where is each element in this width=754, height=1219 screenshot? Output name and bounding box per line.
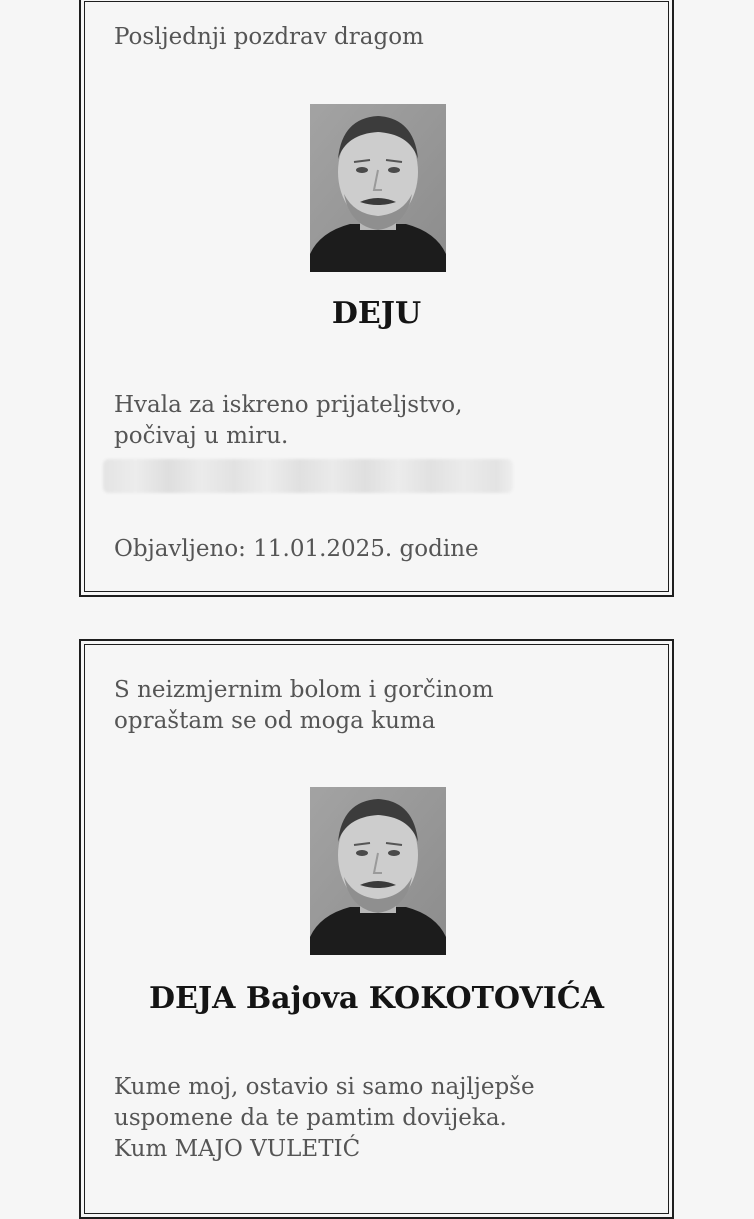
message-line: Kum MAJO VULETIĆ: [114, 1136, 361, 1162]
card-inner-frame: [84, 644, 669, 1214]
intro-text: [114, 675, 494, 737]
obituary-card: [79, 0, 674, 597]
message-line: Hvala za iskreno prijateljstvo,: [114, 392, 463, 418]
published-date: Objavljeno: 11.01.2025. godine: [114, 536, 479, 562]
intro-text: [114, 22, 424, 53]
message-text: [114, 1072, 535, 1165]
intro-line: S neizmjernim bolom i gorčinom: [114, 677, 494, 703]
deceased-name: DEJU: [331, 296, 422, 331]
card-inner-frame: [84, 1, 669, 592]
intro-line: Posljednji pozdrav dragom: [114, 24, 424, 50]
portrait-photo: [310, 787, 446, 955]
deceased-name: DEJA Bajova KOKOTOVIĆA: [149, 981, 604, 1016]
intro-line: opraštam se od moga kuma: [114, 708, 436, 734]
portrait-photo: [310, 104, 446, 272]
redacted-text-blur: [103, 459, 513, 493]
message-line: uspomene da te pamtim dovijeka.: [114, 1105, 507, 1131]
obituary-card: [79, 639, 674, 1219]
message-line: počivaj u miru.: [114, 423, 289, 449]
message-line: Kume moj, ostavio si samo najljepše: [114, 1074, 535, 1100]
message-text: [114, 390, 462, 452]
